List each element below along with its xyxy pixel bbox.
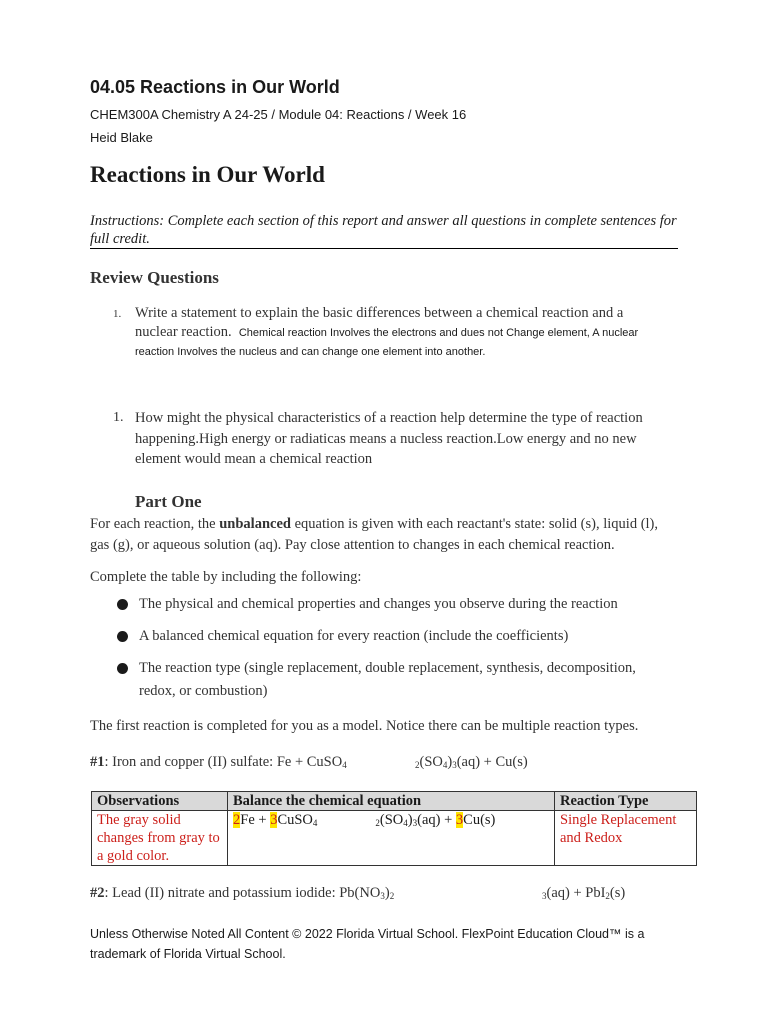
reaction-2-text: ): [384, 885, 390, 901]
coefficient-highlight: 2: [233, 812, 241, 828]
subscript: 4: [312, 818, 318, 828]
bullet-item: The reaction type (single replacement, double replacement, synthesis, decomposition, redox, or combustion): [139, 660, 636, 699]
subscript: 2: [389, 891, 395, 901]
intro-bold-text: unbalanced: [219, 516, 291, 532]
table-header-row: [92, 792, 697, 811]
reaction-table: [91, 791, 697, 866]
observations-header: Observations: [92, 792, 228, 811]
reaction-1-equation: [90, 754, 347, 771]
question-1-answer[interactable]: Chemical reaction Involves the electrons and dues not Change element, A nuclear reaction Involves the nucleus and can change one element into another.: [135, 327, 639, 358]
reaction-2-text: (aq) + PbI: [546, 885, 606, 901]
intro-text: equation is given with each reactant's state: solid (s), liquid (l), gas (g), or aqueous solution (aq). Pay close attention to changes in each chemical reaction.: [90, 516, 658, 553]
subscript: 4: [403, 818, 408, 828]
equation-text: Fe +: [240, 812, 271, 828]
breadcrumb: CHEM300A Chemistry A 24-25 / Module 04: Reactions / Week 16: [90, 107, 467, 122]
bullet-item: The physical and chemical properties and changes you observe during the reaction: [139, 596, 618, 612]
document-title: 04.05 Reactions in Our World: [90, 77, 340, 97]
subscript: 2: [605, 891, 610, 901]
review-questions-heading: Review Questions: [90, 268, 219, 287]
model-note: The first reaction is completed for you as a model. Notice there can be multiple reaction types.: [90, 718, 639, 734]
subscript: 3: [542, 891, 547, 901]
instructions-divider: [90, 248, 678, 249]
coefficient-highlight: 3: [270, 812, 278, 828]
author-name: Heid Blake: [90, 130, 153, 145]
equation-text: Cu(s): [463, 812, 496, 828]
reaction-1-text: (aq) + Cu(s): [456, 754, 528, 770]
subscript: 3: [452, 760, 457, 770]
instructions-text: Instructions: Complete each section of this report and answer all questions in complete sentences for full credit.: [90, 213, 677, 247]
reaction-type-header: Reaction Type: [555, 792, 697, 811]
balance-equation-header: Balance the chemical equation: [228, 792, 555, 811]
equation-text: ): [407, 812, 413, 828]
equation-text: (aq) +: [417, 812, 456, 828]
question-2-number: 1.: [113, 410, 124, 425]
question-2-answer[interactable]: High energy or radiaticas means a nucless reaction.Low energy and no new element would mean a chemical reaction: [135, 430, 637, 467]
reaction-1-text: (SO: [419, 754, 443, 770]
question-1: [135, 304, 665, 361]
reaction-1-text: ): [447, 754, 453, 770]
part-one-heading: Part One: [135, 492, 202, 511]
observation-cell[interactable]: The gray solid changes from gray to a gold color.: [92, 811, 228, 866]
reaction-type-cell[interactable]: Single Replacement and Redox: [555, 811, 697, 866]
bullet-icon: [117, 599, 128, 610]
bullet-icon: [117, 631, 128, 642]
subscript: 3: [380, 891, 385, 901]
question-1-number: 1.: [113, 308, 122, 320]
equation-text: (SO: [379, 812, 404, 828]
coefficient-highlight: 3: [455, 812, 464, 828]
reaction-2-text: (s): [609, 885, 626, 901]
reaction-2-products: [542, 885, 625, 902]
balanced-equation-cell[interactable]: [228, 811, 555, 866]
question-2: [135, 408, 675, 470]
subscript: 2: [415, 760, 420, 770]
subscript: 4: [442, 760, 448, 770]
reaction-2-equation: [90, 885, 394, 902]
reaction-1-text: : Iron and copper (II) sulfate: Fe + CuSO: [104, 754, 343, 770]
subscript: 4: [342, 760, 347, 770]
bullet-icon: [117, 663, 128, 674]
table-row: [92, 811, 697, 866]
subscript: 2: [375, 818, 380, 828]
reaction-1-products: [415, 754, 528, 771]
report-title: Reactions in Our World: [90, 162, 325, 187]
part-one-intro: [90, 514, 680, 555]
complete-table-text: Complete the table by including the following:: [90, 569, 362, 585]
question-1-text: Write a statement to explain the basic differences between a chemical reaction and a nuclear reaction.: [135, 305, 624, 340]
reaction-2-text: : Lead (II) nitrate and potassium iodide: Pb(NO: [104, 885, 381, 901]
subscript: 3: [412, 818, 418, 828]
reaction-2-number: #2: [90, 885, 105, 901]
equation-text: CuSO: [277, 812, 313, 828]
bullet-item: A balanced chemical equation for every reaction (include the coefficients): [139, 628, 569, 644]
intro-text: For each reaction, the: [90, 516, 220, 532]
reaction-1-number: #1: [90, 754, 105, 770]
question-2-text: How might the physical characteristics of a reaction help determine the type of reaction happening.: [135, 410, 643, 447]
copyright-footer: Unless Otherwise Noted All Content © 2022 Florida Virtual School. FlexPoint Education Cloud™ is a trademark of Florida Virtual School.: [90, 927, 645, 961]
